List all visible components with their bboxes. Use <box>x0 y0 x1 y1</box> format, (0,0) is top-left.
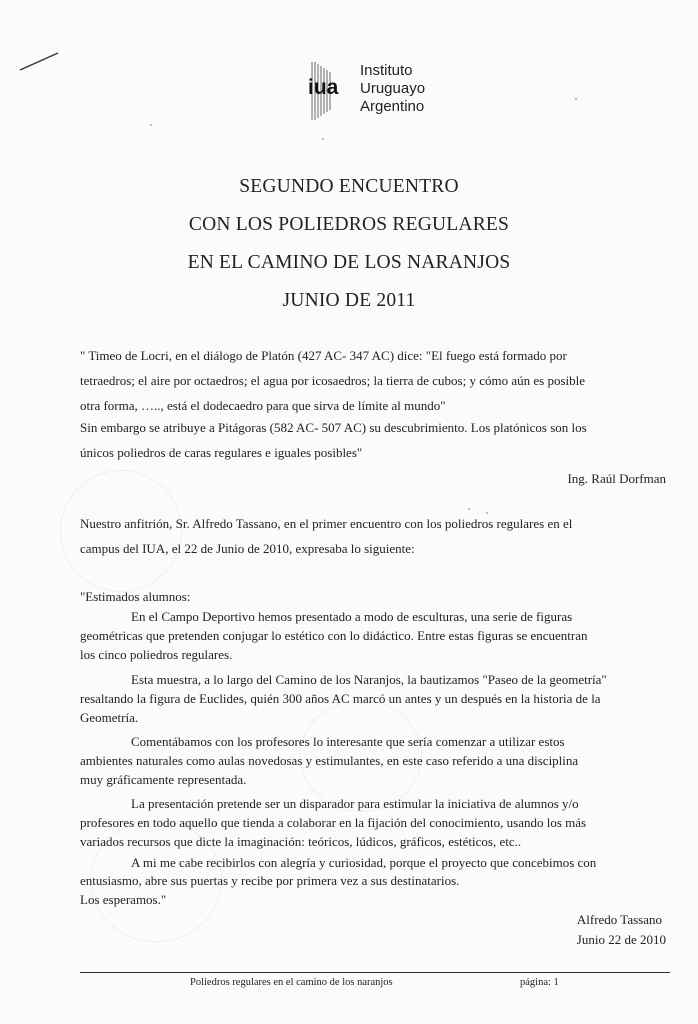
letter-line: Geometría. <box>80 710 139 725</box>
letter-line: variados recursos que dicte la imaginación: teóricos, lúdicos, gráficos, estéticos, etc.. <box>80 834 522 849</box>
logo-line-2: Uruguayo <box>360 80 426 97</box>
letter-line: los cinco poliedros regulares. <box>80 647 233 662</box>
letter-line: geométricas que pretenden conjugar lo estético con lo didáctico. Entre estas figuras se encuentran <box>80 628 588 643</box>
iua-logo <box>306 60 466 126</box>
quote-author: Ing. Raúl Dorfman <box>567 471 666 486</box>
intro-line: Nuestro anfitrión, Sr. Alfredo Tassano, en el primer encuentro con los poliedros regulares en el <box>80 516 573 531</box>
quote-line: " Timeo de Locri, en el diálogo de Platón (427 AC- 347 AC) dice: "El fuego está formado por <box>80 348 567 363</box>
logo-line-1: Instituto <box>360 62 413 79</box>
title-line-4: JUNIO DE 2011 <box>282 290 416 311</box>
scan-speck <box>150 124 152 126</box>
footer-page-number: página: 1 <box>520 977 559 988</box>
letter-line: profesores en todo aquello que tienda a colaborar en la fijación del conocimiento, usando los más <box>80 815 587 830</box>
letter-line: Los esperamos." <box>80 892 167 907</box>
iua-logo-mark <box>306 60 358 122</box>
letter-line: Comentábamos con los profesores lo interesante que sería comenzar a utilizar estos <box>131 734 565 749</box>
letter-line: muy gráficamente representada. <box>80 772 247 787</box>
logo-line-3: Argentino <box>360 98 425 115</box>
scan-speck <box>575 98 577 100</box>
intro-line: campus del IUA, el 22 de Junio de 2010, expresaba lo siguiente: <box>80 541 415 556</box>
logo-wordmark <box>360 62 425 116</box>
quote-line: otra forma, ….., está el dodecaedro para que sirva de límite al mundo" <box>80 398 446 413</box>
letter-line: A mi me cabe recibirlos con alegría y curiosidad, porque el proyecto que concebimos con <box>131 855 597 870</box>
letter-line: "Estimados alumnos: <box>80 589 191 604</box>
signature-date: Junio 22 de 2010 <box>576 932 666 947</box>
letter-line: entusiasmo, abre sus puertas y recibe por primera vez a sus destinatarios. <box>80 873 460 888</box>
letter-line: resaltando la figura de Euclides, quién 300 años AC marcó un antes y un después en la historia de la <box>80 691 601 706</box>
title-line-2: CON LOS POLIEDROS REGULARES <box>188 214 510 235</box>
footer-title: Poliedros regulares en el camino de los naranjos <box>190 977 393 988</box>
letter-line: ambientes naturales como aulas novedosas y estimulantes, en este caso referido a una disciplina <box>80 753 579 768</box>
letter-line: En el Campo Deportivo hemos presentado a modo de esculturas, una serie de figuras <box>131 609 573 624</box>
signature-name: Alfredo Tassano <box>576 912 662 927</box>
quote-line: Sin embargo se atribuye a Pitágoras (582 AC- 507 AC) su descubrimiento. Los platónicos son los <box>80 420 587 435</box>
footer-rule <box>80 972 670 973</box>
title-line-3: EN EL CAMINO DE LOS NARANJOS <box>187 252 511 273</box>
letter-line: La presentación pretende ser un disparador para estimular la iniciativa de alumnos y/o <box>131 796 579 811</box>
logo-mark-text: iua <box>308 76 339 99</box>
scan-speck <box>486 512 488 514</box>
letter-line: Esta muestra, a lo largo del Camino de los Naranjos, la bautizamos "Paseo de la geometría" <box>131 672 607 687</box>
scan-speck <box>468 508 470 510</box>
pen-stroke-mark <box>18 50 62 72</box>
quote-line: tetraedros; el aire por octaedros; el agua por icosaedros; la tierra de cubos; y cómo aún es posible <box>80 373 586 388</box>
quote-line: únicos poliedros de caras regulares e iguales posibles" <box>80 445 363 460</box>
title-line-1: SEGUNDO ENCUENTRO <box>239 176 459 197</box>
scan-speck <box>322 138 324 140</box>
